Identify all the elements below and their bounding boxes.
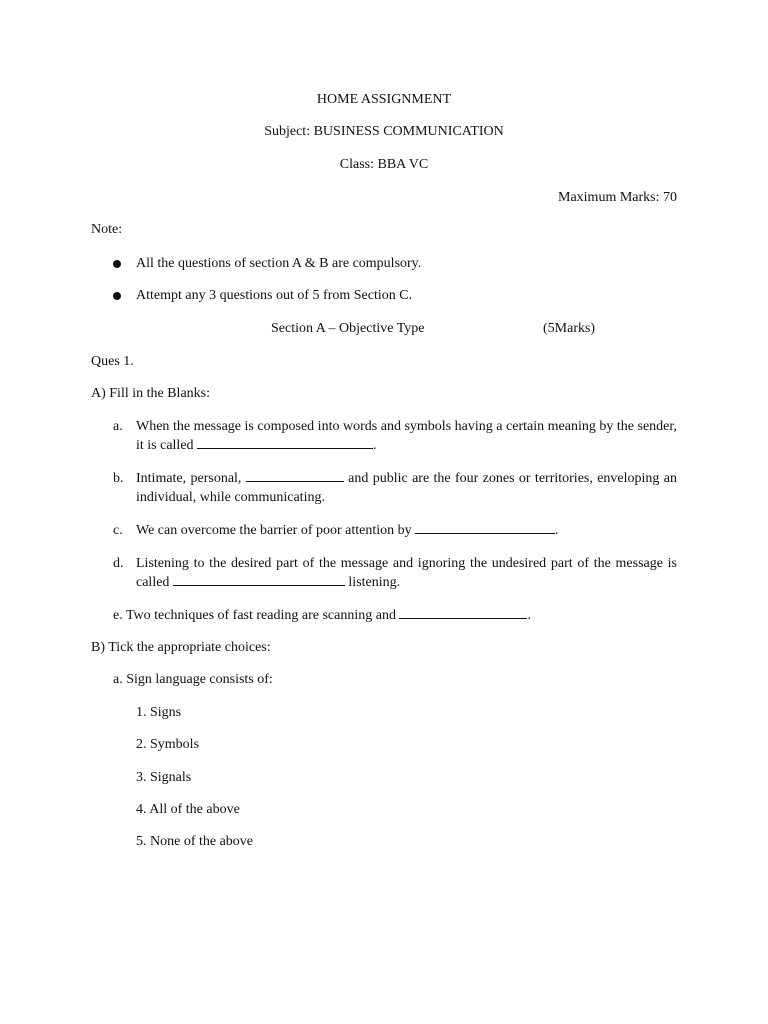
answer-blank [399,606,527,619]
item-text-before: Intimate, personal, [136,471,242,486]
part-b-heading: B) Tick the appropriate choices: [91,640,271,655]
document-title: HOME ASSIGNMENT [316,92,452,107]
item-text-before: We can overcome the barrier of poor attention by [136,523,412,538]
item-text-after: listening. [348,575,401,590]
bullet-icon [113,292,121,300]
option-item: 1. Signs [136,705,182,720]
item-marker: c. [113,523,123,538]
section-a-marks: (5Marks) [543,321,596,336]
item-text-before: e. Two techniques of fast reading are scanning and [113,608,396,623]
option-item: 2. Symbols [136,737,200,752]
class-line: Class: BBA VC [339,157,429,172]
answer-blank [246,469,344,482]
item-marker: b. [113,471,124,486]
item-text-before: When the message is composed into words and symbols having a certain meaning by the sender, it is called [136,419,677,453]
option-item: 5. None of the above [136,834,254,849]
answer-blank [415,521,555,534]
maximum-marks: Maximum Marks: 70 [558,190,677,205]
option-item: 3. Signals [136,770,192,785]
item-marker: a. [113,419,123,434]
item-text-before: Listening to the desired part of the message and ignoring the undesired part of the message is called [136,556,677,590]
item-text-after: . [527,608,531,623]
item-text-after: and public are the four zones or territories, enveloping an individual, while communicating. [136,471,677,505]
option-item: 4. All of the above [136,802,240,817]
note-label: Note: [91,222,123,237]
answer-blank [173,573,345,586]
note-bullet-1: All the questions of section A & B are compulsory. [136,256,422,271]
part-b-question: a. Sign language consists of: [113,672,273,687]
answer-blank [197,436,373,449]
item-text-after: . [555,523,559,538]
section-a-title: Section A – Objective Type [271,321,425,336]
item-marker: d. [113,556,124,571]
bullet-icon [113,260,121,268]
note-bullet-2: Attempt any 3 questions out of 5 from Section C. [136,288,413,303]
subject-line: Subject: BUSINESS COMMUNICATION [264,124,504,139]
part-a-heading: A) Fill in the Blanks: [91,386,210,401]
item-text-after: . [373,438,377,453]
question-label: Ques 1. [91,354,134,369]
